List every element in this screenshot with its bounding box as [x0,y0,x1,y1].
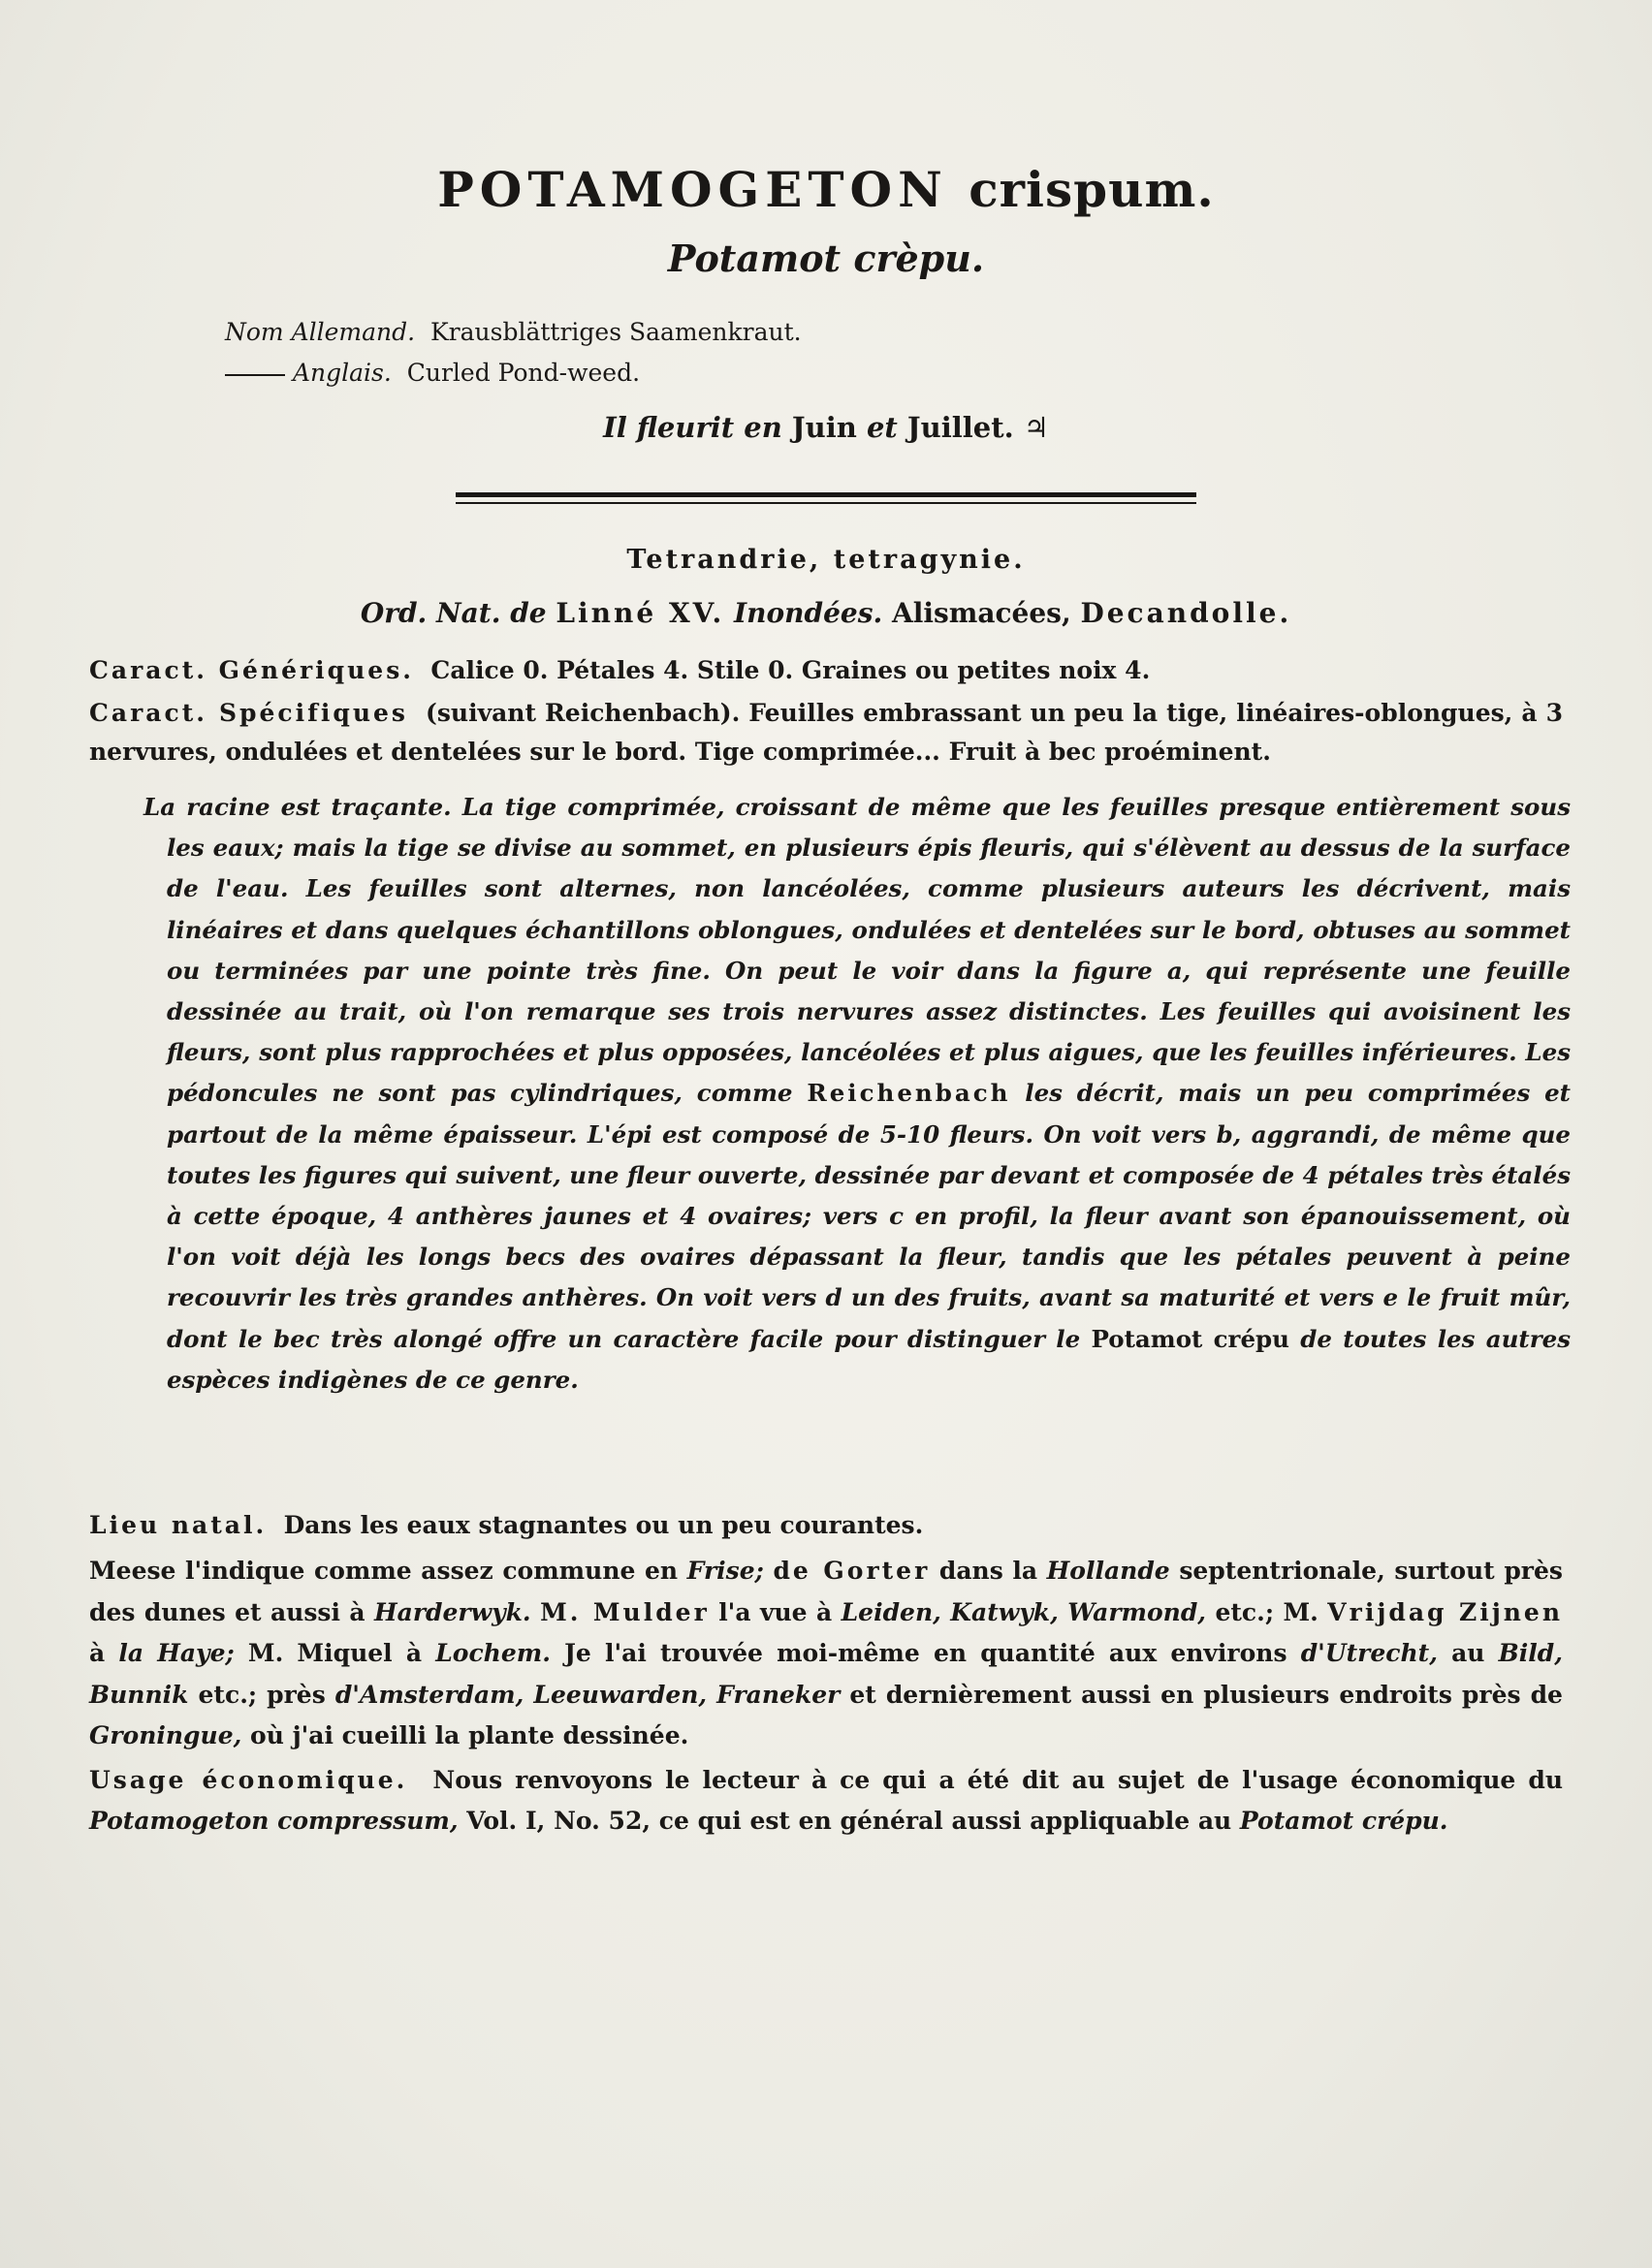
dist-gorter: de Gorter [773,1557,931,1585]
dist-s6: à [89,1639,106,1667]
title-genus: POTAMOGETON [437,161,948,218]
habitat-label: Lieu natal. [89,1511,268,1539]
dist-groningue: Groningue, [89,1721,242,1749]
description-part-2: les décrit, mais un peu comprimées et partout de la même épaisseur. L'épi est composé de 5-10 fleurs. On voit vers b, aggrandi, de même que toutes les figures qui suivent, une fleur ouverte, dessinée par devant et composée de 4 pétales très étalés à cette époque, 4 anthères jaunes et 4 ovaires; vers c en profil, la fleur avant son épanouissement, où l'on voit déjà les longs becs des ovaires dépassant la fleur, tandis que les pétales peuvent à peine recouvrir les très grandes anthères. On voit vers d un des fruits, avant sa maturité et vers e le fruit mûr, dont le bec très alongé offre un caractère facile pour distinguer le [167,1079,1571,1353]
english-label: Anglais. [293,359,392,387]
order-alismacees: Alismacées, [891,597,1071,629]
dist-s9: etc.; près [198,1680,326,1709]
title-species: crispum. [969,161,1215,218]
economic-use-paragraph [89,1760,1563,1842]
generic-label: Caract. Génériques. [89,656,414,684]
flowering-text-2: et [866,411,898,444]
dist-leeuwarden: Leeuwarden, [533,1680,708,1709]
dist-leiden: Leiden, [841,1597,941,1626]
dist-s4: l'a vue à [718,1597,833,1626]
description-reichenbach: Reichenbach [807,1079,1011,1108]
dist-s11: où j'ai cueilli la plante dessinée. [250,1721,689,1749]
description-paragraph [143,787,1571,1401]
dist-s5: etc.; M. [1215,1597,1318,1626]
specific-characters [89,694,1563,772]
divider-thick [456,492,1196,497]
dist-s3: septentrionale, surtout près des dunes et aussi à [89,1557,1563,1626]
dist-warmond: Warmond, [1067,1597,1207,1626]
dist-s1: Meese l'indique comme assez commune en [89,1557,679,1585]
dist-franeker: Franeker [716,1680,841,1709]
natural-order [0,597,1652,629]
dist-hollande: Hollande [1046,1557,1170,1585]
order-label: Ord. Nat. de [360,597,547,629]
description-potamot: Potamot crépu [1091,1324,1289,1353]
dist-s2: dans la [938,1557,1038,1585]
page-subtitle: Potamot crèpu. [667,236,985,280]
flowering-month-1: Juin [791,411,857,444]
specific-label: Caract. Spécifiques [89,699,408,727]
dist-frise: Frise; [686,1557,764,1585]
dist-amsterdam: d'Amsterdam, [334,1680,524,1709]
perennial-symbol-icon: ♃ [1023,411,1049,444]
order-decandolle: Decandolle. [1080,597,1292,629]
dist-miquel: M. Miquel à [247,1639,423,1667]
german-name-line [225,312,802,353]
ditto-dash [225,374,285,376]
dist-lochem: Lochem. [435,1639,551,1667]
dist-s8: au [1451,1639,1485,1667]
dist-mulder: M. Mulder [540,1597,710,1626]
usage-crepu: Potamot crépu. [1239,1807,1448,1835]
divider-thin [456,502,1196,504]
flowering-text-1: Il fleurit en [603,411,782,444]
flowering-period [0,411,1652,444]
order-linne: Linné XV. [556,597,725,629]
german-name: Krausblättriges Saamenkraut. [430,318,802,346]
usage-s1: Nous renvoyons le lecteur à ce qui a été dit au sujet de l'usage économique du [432,1766,1563,1794]
english-name: Curled Pond-weed. [406,359,641,387]
specific-text: (suivant Reichenbach). Feuilles embrassant un peu la tige, linéaires-oblongues, à 3 nervures, ondulées et dentelées sur le bord. Tige comprimée... Fruit à bec proéminent. [89,699,1563,766]
habitat [89,1506,1563,1545]
dist-s7: Je l'ai trouvée moi-même en quantité aux environs [564,1639,1287,1667]
usage-s2: Vol. I, No. 52, ce qui est en général aussi appliquable au [466,1807,1232,1835]
dist-vrijdag: Vrijdag Zijnen [1327,1597,1563,1626]
dist-bild: Bild, [1498,1639,1563,1667]
dist-haye: la Haye; [118,1639,235,1667]
english-name-line [225,353,802,394]
generic-characters [89,651,1563,690]
distribution-paragraph [89,1551,1563,1757]
dist-harderwyk: Harderwyk. [374,1597,531,1626]
dist-s10: et dernièrement aussi en plusieurs endroits près de [849,1680,1563,1709]
common-names [225,312,802,394]
usage-compressum: Potamogeton compressum, [89,1807,459,1835]
habitat-text: Dans les eaux stagnantes ou un peu courantes. [283,1511,924,1539]
generic-text: Calice 0. Pétales 4. Stile 0. Graines ou petites noix 4. [430,656,1151,684]
description-part-3: de toutes les autres espèces indigènes de ce genre. [167,1324,1571,1394]
page-title [0,161,1652,218]
usage-label: Usage économique. [89,1766,408,1794]
german-label: Nom Allemand. [225,318,416,346]
dist-utrecht: d'Utrecht, [1300,1639,1438,1667]
dist-bunnik: Bunnik [89,1680,189,1709]
linnaean-class: Tetrandrie, tetragynie. [626,545,1026,575]
description-part-1: La racine est traçante. La tige comprimée, croissant de même que les feuilles presque entièrement sous les eaux; mais la tige se divise au sommet, en plusieurs épis fleuris, qui s'élèvent au dessus de la surface de l'eau. Les feuilles sont alternes, non lancéolées, comme plusieurs auteurs les décrivent, mais linéaires et dans quelques échantillons oblongues, ondulées et dentelées sur le bord, obtuses au sommet ou terminées par une pointe très fine. On peut le voir dans la figure a, qui représente une feuille dessinée au trait, où l'on remarque ses trois nervures assez distinctes. Les feuilles qui avoisinent les fleurs, sont plus rapprochées et plus opposées, lancéolées et plus aigues, que les feuilles inférieures. Les pédoncules ne sont pas cylindriques, comme [143,793,1571,1108]
flowering-month-2: Juillet. [906,411,1014,444]
order-inondees: Inondées. [734,597,883,629]
dist-katwyk: Katwyk, [950,1597,1059,1626]
